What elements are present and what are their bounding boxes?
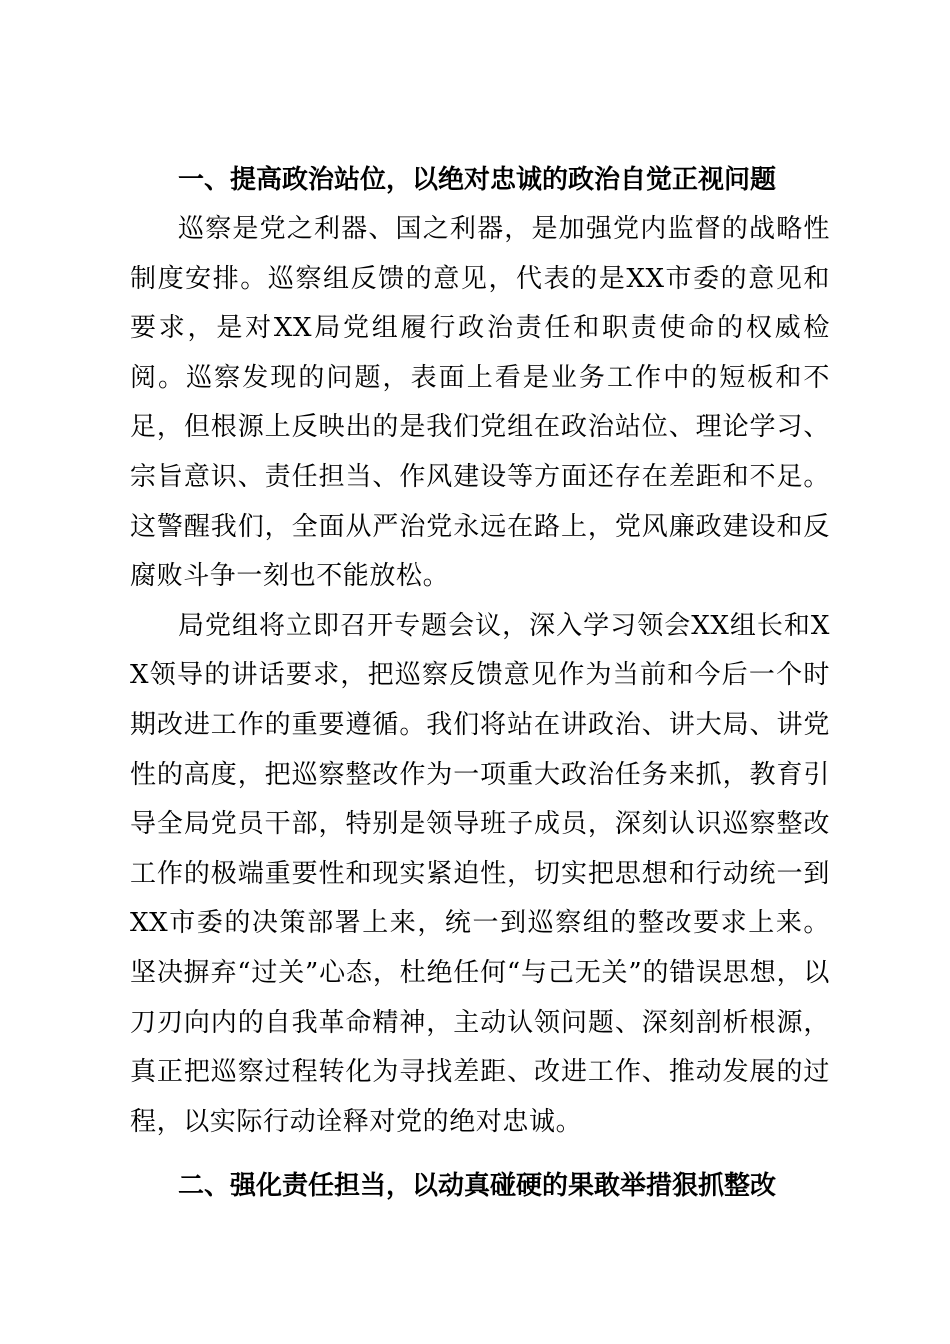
document-body [130,157,830,1209]
section-1-heading: 一、提高政治站位，以绝对忠诚的政治自觉正视问题 [178,165,777,195]
section-1-paragraph-1: 巡察是党之利器、国之利器，是加强党内监督的战略性制度安排。巡察组反馈的意见，代表的是XX市委的意见和要求，是对XX局党组履行政治责任和职责使命的权威检阅。巡察发现的问题，表面上看是业务工作中的短板和不足，但根源上反映出的是我们党组在政治站位、理论学习、宗旨意识、责任担当、作风建设等方面还存在差距和不足。这警醒我们，全面从严治党永远在路上，党风廉政建设和反腐败斗争一刻也不能放松。 [130,214,830,592]
section-2-heading: 二、强化责任担当，以动真碰硬的果敢举措狠抓整改 [178,1171,777,1202]
section-1-paragraph-2: 局党组将立即召开专题会议，深入学习领会XX组长和XX领导的讲话要求，把巡察反馈意见作为当前和今后一个时期改进工作的重要遵循。我们将站在讲政治、讲大局、讲党性的高度，把巡察整改作为一项重大政治任务来抓，教育引导全局党员干部，特别是领导班子成员，深刻认识巡察整改工作的极端重要性和现实紧迫性，切实把思想和行动统一到XX市委的决策部署上来，统一到巡察组的整改要求上来。坚决摒弃“过关”心态，杜绝任何“与己无关”的错误思想，以刀刃向内的自我革命精神，主动认领问题、深刻剖析根源，真正把巡察过程转化为寻找差距、改进工作、推动发展的过程，以实际行动诠释对党的绝对忠诚。 [130,610,830,1137]
